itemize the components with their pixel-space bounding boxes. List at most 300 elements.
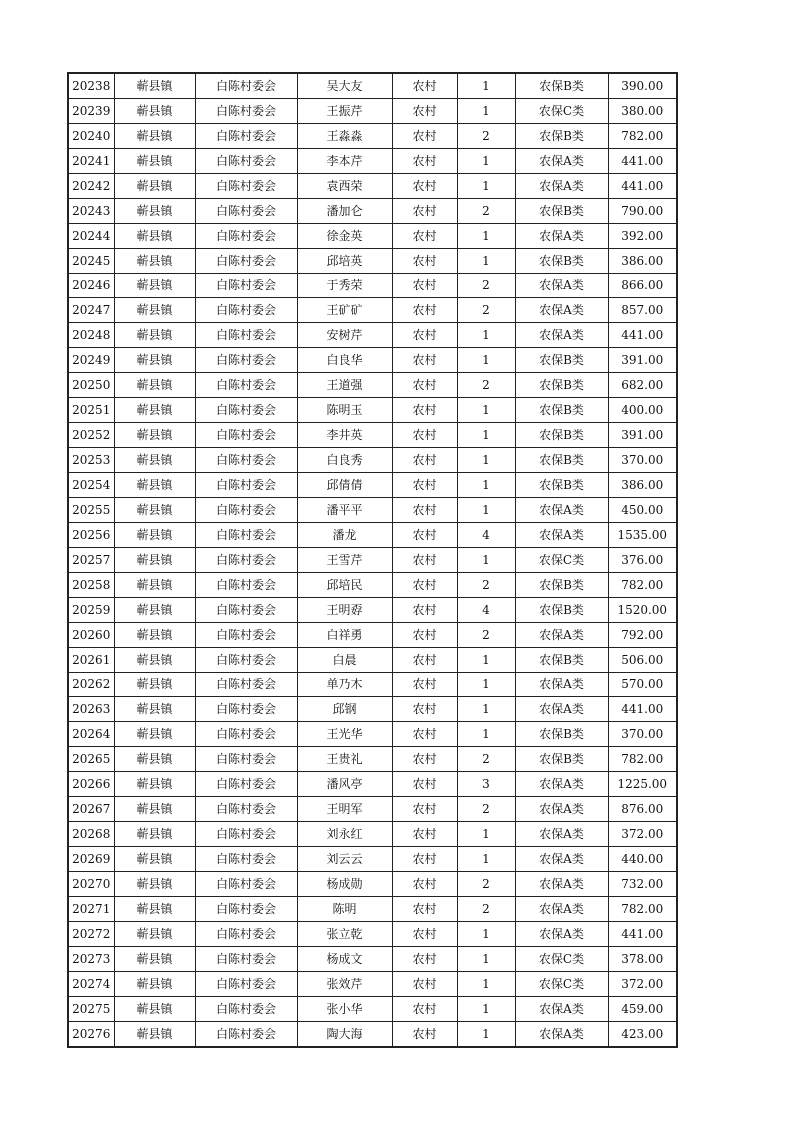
insurance-category-cell: 农保A类 (515, 847, 608, 872)
insurance-category-cell: 农保B类 (515, 747, 608, 772)
amount-cell: 376.00 (608, 547, 677, 572)
residence-type-cell: 农村 (392, 872, 457, 897)
household-count-cell: 1 (457, 497, 515, 522)
village-committee-cell: 白陈村委会 (195, 98, 297, 123)
person-name-cell: 杨成文 (297, 946, 392, 971)
household-count-cell: 1 (457, 847, 515, 872)
person-name-cell: 王振芹 (297, 98, 392, 123)
amount-cell: 378.00 (608, 946, 677, 971)
record-id-cell: 20252 (68, 423, 114, 448)
residence-type-cell: 农村 (392, 148, 457, 173)
table-row (68, 522, 677, 547)
residence-type-cell: 农村 (392, 797, 457, 822)
village-committee-cell: 白陈村委会 (195, 398, 297, 423)
amount-cell: 866.00 (608, 273, 677, 298)
residence-type-cell: 农村 (392, 647, 457, 672)
household-count-cell: 1 (457, 996, 515, 1021)
household-count-cell: 2 (457, 572, 515, 597)
town-cell: 蕲县镇 (114, 672, 195, 697)
residence-type-cell: 农村 (392, 722, 457, 747)
person-name-cell: 杨成勋 (297, 872, 392, 897)
record-id-cell: 20266 (68, 772, 114, 797)
amount-cell: 732.00 (608, 872, 677, 897)
table-row (68, 672, 677, 697)
residence-type-cell: 农村 (392, 547, 457, 572)
household-count-cell: 2 (457, 373, 515, 398)
town-cell: 蕲县镇 (114, 273, 195, 298)
person-name-cell: 陈明 (297, 896, 392, 921)
residence-type-cell: 农村 (392, 672, 457, 697)
village-committee-cell: 白陈村委会 (195, 73, 297, 98)
record-id-cell: 20260 (68, 622, 114, 647)
residence-type-cell: 农村 (392, 298, 457, 323)
household-count-cell: 2 (457, 872, 515, 897)
amount-cell: 876.00 (608, 797, 677, 822)
household-count-cell: 4 (457, 522, 515, 547)
village-committee-cell: 白陈村委会 (195, 572, 297, 597)
insurance-category-cell: 农保B类 (515, 248, 608, 273)
amount-cell: 372.00 (608, 971, 677, 996)
village-committee-cell: 白陈村委会 (195, 198, 297, 223)
person-name-cell: 李本芹 (297, 148, 392, 173)
record-id-cell: 20271 (68, 896, 114, 921)
insurance-category-cell: 农保A类 (515, 772, 608, 797)
table-row (68, 473, 677, 498)
household-count-cell: 2 (457, 273, 515, 298)
town-cell: 蕲县镇 (114, 448, 195, 473)
insurance-category-cell: 农保A类 (515, 622, 608, 647)
record-id-cell: 20243 (68, 198, 114, 223)
person-name-cell: 单乃木 (297, 672, 392, 697)
insurance-category-cell: 农保B类 (515, 597, 608, 622)
record-id-cell: 20262 (68, 672, 114, 697)
table-row (68, 896, 677, 921)
village-committee-cell: 白陈村委会 (195, 921, 297, 946)
town-cell: 蕲县镇 (114, 298, 195, 323)
residence-type-cell: 农村 (392, 223, 457, 248)
amount-cell: 790.00 (608, 198, 677, 223)
insurance-category-cell: 农保C类 (515, 98, 608, 123)
household-count-cell: 1 (457, 1021, 515, 1046)
town-cell: 蕲县镇 (114, 996, 195, 1021)
village-committee-cell: 白陈村委会 (195, 622, 297, 647)
town-cell: 蕲县镇 (114, 722, 195, 747)
village-committee-cell: 白陈村委会 (195, 672, 297, 697)
amount-cell: 857.00 (608, 298, 677, 323)
residence-type-cell: 农村 (392, 946, 457, 971)
record-id-cell: 20273 (68, 946, 114, 971)
table-row (68, 772, 677, 797)
village-committee-cell: 白陈村委会 (195, 522, 297, 547)
insurance-category-cell: 农保A类 (515, 148, 608, 173)
table-row (68, 298, 677, 323)
town-cell: 蕲县镇 (114, 398, 195, 423)
record-id-cell: 20255 (68, 497, 114, 522)
amount-cell: 391.00 (608, 348, 677, 373)
household-count-cell: 1 (457, 971, 515, 996)
residence-type-cell: 农村 (392, 572, 457, 597)
residence-type-cell: 农村 (392, 198, 457, 223)
household-count-cell: 1 (457, 822, 515, 847)
record-id-cell: 20269 (68, 847, 114, 872)
amount-cell: 506.00 (608, 647, 677, 672)
village-committee-cell: 白陈村委会 (195, 373, 297, 398)
amount-cell: 1225.00 (608, 772, 677, 797)
table-row (68, 647, 677, 672)
record-id-cell: 20268 (68, 822, 114, 847)
record-id-cell: 20250 (68, 373, 114, 398)
person-name-cell: 王明孬 (297, 597, 392, 622)
record-id-cell: 20245 (68, 248, 114, 273)
amount-cell: 441.00 (608, 323, 677, 348)
person-name-cell: 王贵礼 (297, 747, 392, 772)
town-cell: 蕲县镇 (114, 822, 195, 847)
table-row (68, 73, 677, 98)
insurance-category-cell: 农保A类 (515, 273, 608, 298)
amount-cell: 782.00 (608, 747, 677, 772)
household-count-cell: 1 (457, 448, 515, 473)
household-count-cell: 1 (457, 148, 515, 173)
village-committee-cell: 白陈村委会 (195, 772, 297, 797)
town-cell: 蕲县镇 (114, 772, 195, 797)
insurance-category-cell: 农保B类 (515, 722, 608, 747)
person-name-cell: 张效芹 (297, 971, 392, 996)
residence-type-cell: 农村 (392, 921, 457, 946)
record-id-cell: 20249 (68, 348, 114, 373)
village-committee-cell: 白陈村委会 (195, 847, 297, 872)
residence-type-cell: 农村 (392, 822, 457, 847)
subsidy-table (67, 72, 678, 1048)
residence-type-cell: 农村 (392, 173, 457, 198)
amount-cell: 441.00 (608, 173, 677, 198)
residence-type-cell: 农村 (392, 398, 457, 423)
residence-type-cell: 农村 (392, 597, 457, 622)
record-id-cell: 20239 (68, 98, 114, 123)
village-committee-cell: 白陈村委会 (195, 647, 297, 672)
record-id-cell: 20275 (68, 996, 114, 1021)
town-cell: 蕲县镇 (114, 148, 195, 173)
insurance-category-cell: 农保B类 (515, 423, 608, 448)
table-row (68, 223, 677, 248)
household-count-cell: 2 (457, 896, 515, 921)
insurance-category-cell: 农保B类 (515, 73, 608, 98)
residence-type-cell: 农村 (392, 473, 457, 498)
town-cell: 蕲县镇 (114, 896, 195, 921)
household-count-cell: 1 (457, 348, 515, 373)
person-name-cell: 邱培民 (297, 572, 392, 597)
record-id-cell: 20272 (68, 921, 114, 946)
residence-type-cell: 农村 (392, 622, 457, 647)
record-id-cell: 20259 (68, 597, 114, 622)
town-cell: 蕲县镇 (114, 248, 195, 273)
insurance-category-cell: 农保B类 (515, 123, 608, 148)
residence-type-cell: 农村 (392, 123, 457, 148)
town-cell: 蕲县镇 (114, 123, 195, 148)
household-count-cell: 2 (457, 797, 515, 822)
town-cell: 蕲县镇 (114, 946, 195, 971)
record-id-cell: 20256 (68, 522, 114, 547)
record-id-cell: 20253 (68, 448, 114, 473)
village-committee-cell: 白陈村委会 (195, 173, 297, 198)
amount-cell: 792.00 (608, 622, 677, 647)
record-id-cell: 20254 (68, 473, 114, 498)
amount-cell: 459.00 (608, 996, 677, 1021)
insurance-category-cell: 农保A类 (515, 697, 608, 722)
town-cell: 蕲县镇 (114, 223, 195, 248)
village-committee-cell: 白陈村委会 (195, 597, 297, 622)
residence-type-cell: 农村 (392, 273, 457, 298)
village-committee-cell: 白陈村委会 (195, 822, 297, 847)
village-committee-cell: 白陈村委会 (195, 747, 297, 772)
town-cell: 蕲县镇 (114, 423, 195, 448)
person-name-cell: 袁西荣 (297, 173, 392, 198)
record-id-cell: 20242 (68, 173, 114, 198)
insurance-category-cell: 农保A类 (515, 921, 608, 946)
insurance-category-cell: 农保A类 (515, 323, 608, 348)
household-count-cell: 2 (457, 747, 515, 772)
household-count-cell: 1 (457, 98, 515, 123)
insurance-category-cell: 农保A类 (515, 672, 608, 697)
amount-cell: 423.00 (608, 1021, 677, 1046)
person-name-cell: 王明军 (297, 797, 392, 822)
town-cell: 蕲县镇 (114, 173, 195, 198)
amount-cell: 440.00 (608, 847, 677, 872)
town-cell: 蕲县镇 (114, 98, 195, 123)
table-row (68, 622, 677, 647)
village-committee-cell: 白陈村委会 (195, 473, 297, 498)
table-row (68, 747, 677, 772)
record-id-cell: 20257 (68, 547, 114, 572)
village-committee-cell: 白陈村委会 (195, 946, 297, 971)
table-row (68, 872, 677, 897)
person-name-cell: 刘云云 (297, 847, 392, 872)
person-name-cell: 王矿矿 (297, 298, 392, 323)
insurance-category-cell: 农保A类 (515, 298, 608, 323)
household-count-cell: 4 (457, 597, 515, 622)
insurance-category-cell: 农保A类 (515, 996, 608, 1021)
record-id-cell: 20276 (68, 1021, 114, 1046)
table-row (68, 921, 677, 946)
amount-cell: 370.00 (608, 722, 677, 747)
village-committee-cell: 白陈村委会 (195, 497, 297, 522)
person-name-cell: 张小华 (297, 996, 392, 1021)
residence-type-cell: 农村 (392, 996, 457, 1021)
amount-cell: 782.00 (608, 896, 677, 921)
person-name-cell: 安树芹 (297, 323, 392, 348)
table-row (68, 423, 677, 448)
household-count-cell: 1 (457, 248, 515, 273)
person-name-cell: 陈明玉 (297, 398, 392, 423)
person-name-cell: 潘龙 (297, 522, 392, 547)
insurance-category-cell: 农保A类 (515, 872, 608, 897)
record-id-cell: 20267 (68, 797, 114, 822)
amount-cell: 1520.00 (608, 597, 677, 622)
insurance-category-cell: 农保C类 (515, 971, 608, 996)
household-count-cell: 2 (457, 622, 515, 647)
table-row (68, 797, 677, 822)
amount-cell: 386.00 (608, 248, 677, 273)
table-row (68, 697, 677, 722)
table-row (68, 822, 677, 847)
town-cell: 蕲县镇 (114, 697, 195, 722)
village-committee-cell: 白陈村委会 (195, 248, 297, 273)
person-name-cell: 于秀荣 (297, 273, 392, 298)
residence-type-cell: 农村 (392, 847, 457, 872)
insurance-category-cell: 农保B类 (515, 473, 608, 498)
amount-cell: 392.00 (608, 223, 677, 248)
record-id-cell: 20240 (68, 123, 114, 148)
person-name-cell: 徐金英 (297, 223, 392, 248)
town-cell: 蕲县镇 (114, 572, 195, 597)
table-row (68, 273, 677, 298)
person-name-cell: 白良秀 (297, 448, 392, 473)
insurance-category-cell: 农保A类 (515, 822, 608, 847)
insurance-category-cell: 农保B类 (515, 398, 608, 423)
amount-cell: 450.00 (608, 497, 677, 522)
table-row (68, 323, 677, 348)
town-cell: 蕲县镇 (114, 921, 195, 946)
household-count-cell: 1 (457, 672, 515, 697)
amount-cell: 390.00 (608, 73, 677, 98)
insurance-category-cell: 农保B类 (515, 198, 608, 223)
village-committee-cell: 白陈村委会 (195, 547, 297, 572)
amount-cell: 782.00 (608, 123, 677, 148)
residence-type-cell: 农村 (392, 747, 457, 772)
record-id-cell: 20263 (68, 697, 114, 722)
household-count-cell: 1 (457, 73, 515, 98)
insurance-category-cell: 农保A类 (515, 797, 608, 822)
amount-cell: 682.00 (608, 373, 677, 398)
residence-type-cell: 农村 (392, 1021, 457, 1046)
amount-cell: 782.00 (608, 572, 677, 597)
insurance-category-cell: 农保B类 (515, 572, 608, 597)
town-cell: 蕲县镇 (114, 847, 195, 872)
household-count-cell: 1 (457, 697, 515, 722)
table-row (68, 198, 677, 223)
table-row (68, 373, 677, 398)
table-row (68, 398, 677, 423)
residence-type-cell: 农村 (392, 971, 457, 996)
village-committee-cell: 白陈村委会 (195, 323, 297, 348)
amount-cell: 370.00 (608, 448, 677, 473)
town-cell: 蕲县镇 (114, 522, 195, 547)
table-row (68, 572, 677, 597)
table-row (68, 847, 677, 872)
person-name-cell: 潘风亭 (297, 772, 392, 797)
village-committee-cell: 白陈村委会 (195, 1021, 297, 1046)
town-cell: 蕲县镇 (114, 373, 195, 398)
town-cell: 蕲县镇 (114, 1021, 195, 1046)
table-row (68, 597, 677, 622)
record-id-cell: 20258 (68, 572, 114, 597)
household-count-cell: 1 (457, 398, 515, 423)
insurance-category-cell: 农保A类 (515, 223, 608, 248)
record-id-cell: 20248 (68, 323, 114, 348)
village-committee-cell: 白陈村委会 (195, 123, 297, 148)
person-name-cell: 白祥勇 (297, 622, 392, 647)
town-cell: 蕲县镇 (114, 797, 195, 822)
table-row (68, 497, 677, 522)
village-committee-cell: 白陈村委会 (195, 148, 297, 173)
insurance-category-cell: 农保B类 (515, 448, 608, 473)
table-row (68, 123, 677, 148)
person-name-cell: 邱钢 (297, 697, 392, 722)
person-name-cell: 陶大海 (297, 1021, 392, 1046)
household-count-cell: 1 (457, 173, 515, 198)
residence-type-cell: 农村 (392, 373, 457, 398)
table-row (68, 248, 677, 273)
residence-type-cell: 农村 (392, 448, 457, 473)
household-count-cell: 1 (457, 921, 515, 946)
record-id-cell: 20270 (68, 872, 114, 897)
person-name-cell: 白良华 (297, 348, 392, 373)
table-row (68, 722, 677, 747)
residence-type-cell: 农村 (392, 497, 457, 522)
amount-cell: 391.00 (608, 423, 677, 448)
village-committee-cell: 白陈村委会 (195, 348, 297, 373)
table-row (68, 448, 677, 473)
amount-cell: 570.00 (608, 672, 677, 697)
amount-cell: 1535.00 (608, 522, 677, 547)
person-name-cell: 白晨 (297, 647, 392, 672)
person-name-cell: 潘加仑 (297, 198, 392, 223)
insurance-category-cell: 农保B类 (515, 348, 608, 373)
table-row (68, 148, 677, 173)
town-cell: 蕲县镇 (114, 647, 195, 672)
village-committee-cell: 白陈村委会 (195, 722, 297, 747)
table-row (68, 1021, 677, 1046)
insurance-category-cell: 农保A类 (515, 896, 608, 921)
insurance-category-cell: 农保A类 (515, 522, 608, 547)
town-cell: 蕲县镇 (114, 747, 195, 772)
record-id-cell: 20251 (68, 398, 114, 423)
household-count-cell: 1 (457, 223, 515, 248)
village-committee-cell: 白陈村委会 (195, 223, 297, 248)
village-committee-cell: 白陈村委会 (195, 697, 297, 722)
table-row (68, 98, 677, 123)
residence-type-cell: 农村 (392, 423, 457, 448)
town-cell: 蕲县镇 (114, 497, 195, 522)
record-id-cell: 20246 (68, 273, 114, 298)
table-row (68, 996, 677, 1021)
town-cell: 蕲县镇 (114, 473, 195, 498)
insurance-category-cell: 农保A类 (515, 1021, 608, 1046)
household-count-cell: 1 (457, 647, 515, 672)
table-body (68, 73, 677, 1047)
insurance-category-cell: 农保A类 (515, 497, 608, 522)
village-committee-cell: 白陈村委会 (195, 273, 297, 298)
record-id-cell: 20261 (68, 647, 114, 672)
household-count-cell: 3 (457, 772, 515, 797)
town-cell: 蕲县镇 (114, 198, 195, 223)
town-cell: 蕲县镇 (114, 73, 195, 98)
insurance-category-cell: 农保B类 (515, 647, 608, 672)
town-cell: 蕲县镇 (114, 622, 195, 647)
residence-type-cell: 农村 (392, 73, 457, 98)
table-row (68, 547, 677, 572)
residence-type-cell: 农村 (392, 98, 457, 123)
record-id-cell: 20241 (68, 148, 114, 173)
table-row (68, 348, 677, 373)
insurance-category-cell: 农保C类 (515, 946, 608, 971)
amount-cell: 441.00 (608, 148, 677, 173)
residence-type-cell: 农村 (392, 248, 457, 273)
town-cell: 蕲县镇 (114, 971, 195, 996)
household-count-cell: 1 (457, 473, 515, 498)
person-name-cell: 王淼淼 (297, 123, 392, 148)
household-count-cell: 2 (457, 298, 515, 323)
residence-type-cell: 农村 (392, 896, 457, 921)
